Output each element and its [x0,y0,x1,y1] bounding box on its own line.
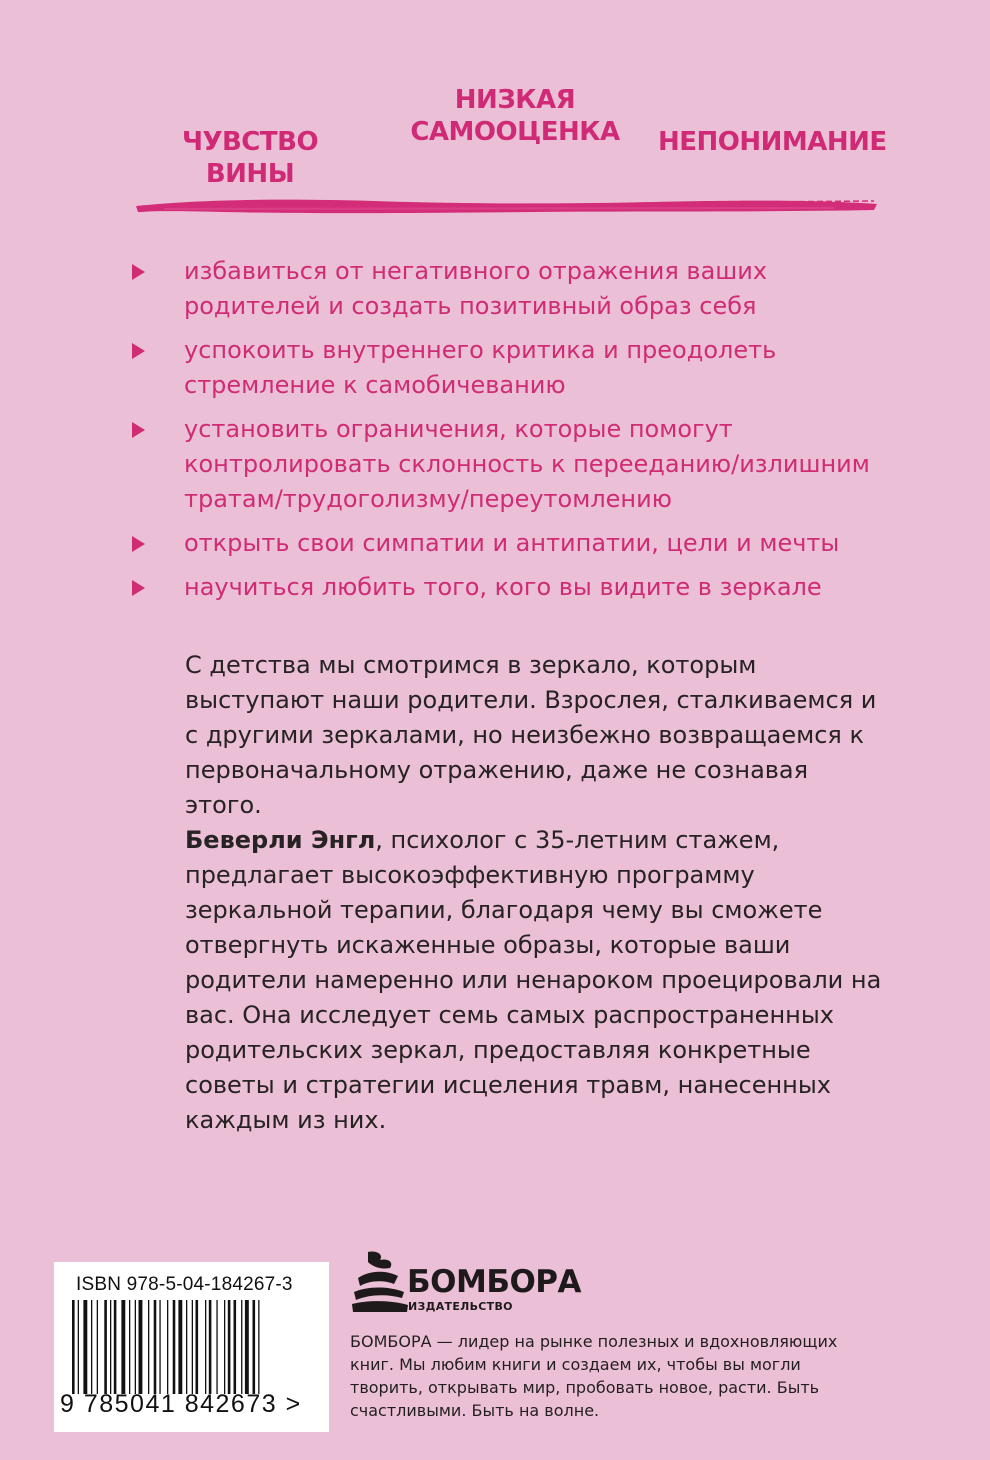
publisher-name: БОМБОРА [407,1264,582,1300]
list-item [128,412,888,517]
author-name: Беверли Энгл [185,826,376,854]
publisher-description: БОМБОРА — лидер на рынке полезных и вдохновляющих книг. Мы любим книги и создаем их, чтобы вы могли творить, открывать мир, пробовать новое, расти. Быть счастливыми. Быть на волне. [350,1332,838,1420]
barcode-digits: 9 785041 842673 > [60,1390,302,1418]
barcode-panel [54,1262,329,1432]
triangle-bullet-icon [132,580,145,596]
triangle-bullet-icon [132,422,145,438]
keyword-misunderstanding: НЕПОНИМАНИЕ [658,127,887,157]
isbn-label: ISBN 978-5-04-184267-3 [76,1274,293,1295]
benefits-list [128,254,888,614]
triangle-bullet-icon [132,264,145,280]
brush-stroke-divider [134,190,879,220]
list-item-text: открыть свои симпатии и антипатии, цели и мечты [184,529,840,557]
triangle-bullet-icon [132,536,145,552]
triangle-bullet-icon [132,343,145,359]
book-description [185,648,885,1138]
list-item [128,526,888,561]
description-paragraph-2 [185,823,885,1138]
list-item [128,570,888,605]
list-item-text: установить ограничения, которые помогут контролировать склонность к перееданию/излишним тратам/трудоголизму/переутомлению [184,415,870,513]
keywords-row [0,84,990,189]
barcode-icon [72,1300,312,1394]
keyword-low-self-esteem: НИЗКАЯ САМООЦЕНКА [410,85,620,147]
list-item-text: научиться любить того, кого вы видите в зеркале [184,573,822,601]
publisher-subtitle: ИЗДАТЕЛЬСТВО [408,1300,513,1313]
list-item [128,254,888,324]
list-item-text: избавиться от негативного отражения ваших родителей и создать позитивный образ себя [184,257,768,320]
keyword-guilt: ЧУВСТВО ВИНЫ [181,127,319,189]
list-item [128,333,888,403]
description-paragraph-1: С детства мы смотримся в зеркало, которым выступают наши родители. Взрослея, сталкиваемся и с другими зеркалами, но неизбежно возвращаемся к первоначальному отражению, даже не сознавая этого. [185,651,877,819]
bombora-wave-figure-icon [350,1248,410,1314]
description-paragraph-2-text: , психолог с 35-летним стажем, предлагает высокоэффективную программу зеркальной терапии, благодаря чему вы сможете отвергнуть искаженные образы, которые ваши родители намеренно или ненароком проецировали на вас. Она исследует семь самых распространенных родительских зеркал, предоставляя конкретные советы и стратегии исцеления травм, нанесенных каждым из них. [185,826,882,1134]
list-item-text: успокоить внутреннего критика и преодолеть стремление к самобичеванию [184,336,777,399]
